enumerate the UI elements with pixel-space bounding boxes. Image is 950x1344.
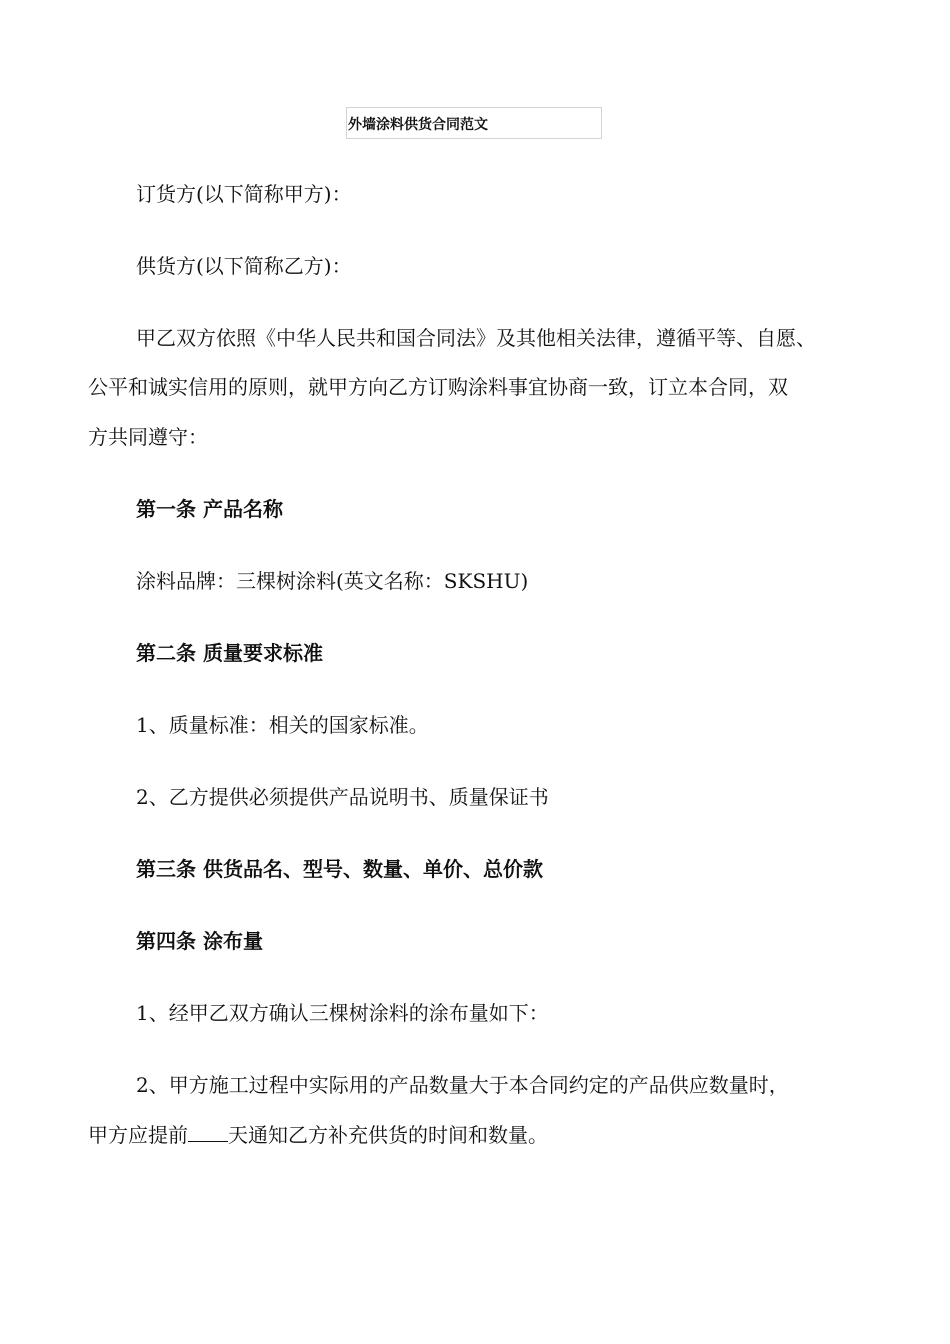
article-4-item-1: 1、经甲乙双方确认三棵树涂料的涂布量如下： <box>136 1001 549 1025</box>
party-b-line: 供货方(以下简称乙方)： <box>136 254 352 278</box>
fill-in-blank <box>188 1123 228 1142</box>
article-2-item-2: 2、乙方提供必须提供产品说明书、质量保证书 <box>136 785 549 809</box>
article-4-item-2-line-2 <box>88 1123 548 1147</box>
party-a-line: 订货方(以下简称甲方)： <box>136 182 352 206</box>
article-4-item-2-line-1: 2、甲方施工过程中实际用的产品数量大于本合同约定的产品供应数量时， <box>136 1073 789 1097</box>
article-3-heading: 第三条 供货品名、型号、数量、单价、总价款 <box>136 857 543 881</box>
article-1-heading: 第一条 产品名称 <box>136 497 283 521</box>
article-1-brand: 涂料品牌：三棵树涂料(英文名称：SKSHU) <box>136 569 529 593</box>
title-box <box>346 107 602 139</box>
item-2-line-2-suffix: 天通知乙方补充供货的时间和数量。 <box>228 1123 548 1147</box>
article-2-heading: 第二条 质量要求标准 <box>136 641 323 665</box>
document-title: 外墙涂料供货合同范文 <box>348 117 488 133</box>
intro-line-2: 公平和诚实信用的原则，就甲方向乙方订购涂料事宜协商一致，订立本合同，双 <box>88 375 788 399</box>
article-4-heading: 第四条 涂布量 <box>136 929 263 953</box>
item-2-line-2-prefix: 甲方应提前 <box>88 1123 188 1147</box>
article-2-item-1: 1、质量标准：相关的国家标准。 <box>136 713 429 737</box>
intro-line-3: 方共同遵守： <box>88 425 208 449</box>
intro-line-1: 甲乙双方依照《中华人民共和国合同法》及其他相关法律，遵循平等、自愿、 <box>136 326 816 350</box>
